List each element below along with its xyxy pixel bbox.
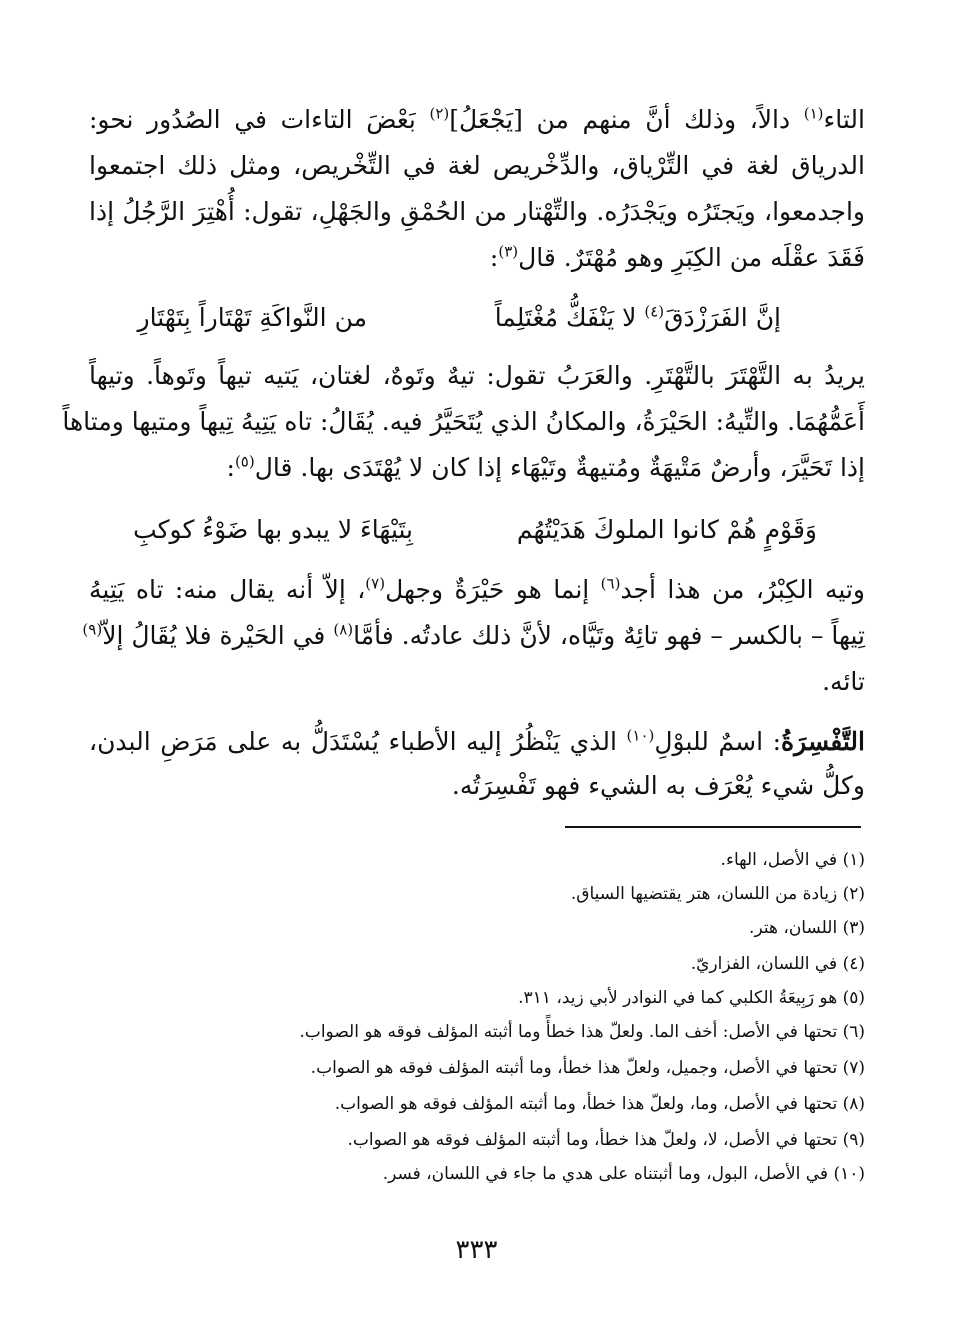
footnote-3: (٣) اللسان، هتر.: [749, 918, 865, 938]
body-line-7: [89, 448, 865, 488]
body-line-8: [89, 570, 865, 610]
body-line-4: [89, 238, 865, 278]
body-line-6: أَعَمُّهُمَا. والتِّيهُ: الحَيْرَةُ، والمكانُ الذي يُتَحَيَّرُ فيه. يُقَالُ: تاه يَتِيهُ تِيهاً ومتيها ومتاهاً: [62, 407, 865, 436]
footnote-ref: (٥): [234, 452, 255, 471]
entry-line-1: [89, 722, 865, 762]
text-run: لا يَنْفَكُّ مُغْتَلِماً: [494, 303, 645, 332]
text-run: :: [226, 453, 235, 482]
headword: التَّفْسِرَةُ: [781, 727, 865, 756]
entry-line-2: وكلُّ شيء يُعْرَف به الشيء فهو تَفْسِرَتُه.: [451, 771, 865, 800]
footnote-7: (٧) تحتها في الأصل، وجميل، ولعلّ هذا خطأ، وما أثبته المؤلف فوقه هو الصواب.: [310, 1058, 865, 1078]
footnote-4: (٤) في اللسان، الفزاريّ.: [690, 954, 865, 974]
text-run: ، إلاّ أنه يقال منه: تاه يَتِيهُ: [89, 575, 366, 604]
text-run: وتيه الكِبْرُ، من هذا أجد: [620, 575, 866, 604]
footnote-9: (٩) تحتها في الأصل، لا، ولعلّ هذا خطأ، وما أثبته المؤلف فوقه هو الصواب.: [347, 1130, 865, 1150]
body-line-10: تائه.: [822, 667, 865, 696]
body-line-2: الدرياق لغة في التِّرْياق، والدِّخْريص لغة في التِّخْريص، ومثل ذلك اجتمعوا: [89, 151, 865, 180]
footnote-ref: (٨): [333, 620, 354, 639]
footnote-ref: (٦): [600, 574, 621, 593]
text-run: الذي يَنْظُرُ إليه الأطباء يُسْتَدَلُّ به على مَرَضِ البدن،: [89, 727, 627, 756]
text-run: إذا تَحَيَّرَ، وأرضٌ مَتْيهَةٌ ومُتيهةٌ وتَيْهَاء إذا كان لا يُهْتَدَى بها. قال: [254, 453, 865, 482]
page-number: ٣٣٣: [455, 1235, 498, 1265]
footnote-5: (٥) هو رَبِيعَةُ الكلبي كما في النوادر لأبي زيد، ٣١١.: [518, 988, 865, 1008]
body-line-5: يريدُ به التَّهْتَرَ بالتَّهْتَرِ. والعَرَبُ تقول: تيهٌ وتَوهٌ، لغتان، يَتيه تيهاً وتَوهاً. وتيهاً: [89, 361, 865, 390]
footnote-1: (١) في الأصل، الهاء.: [720, 850, 865, 870]
footnote-ref: (١): [803, 104, 824, 123]
footnote-ref: (١٠): [626, 726, 655, 745]
body-line-3: واجدمعوا، ويَجتَرُه ويَجْدَرُه. والتِّهْتار من الحُمْقِ والجَهْلِ، تقول: أُهْتِرَ الرَّجُلُ إذا: [89, 197, 865, 226]
footnote-ref: (٢): [429, 104, 450, 123]
footnote-ref: (٩): [82, 620, 103, 639]
text-run: التاء: [823, 105, 865, 134]
footnote-8: (٨) تحتها في الأصل، وما، ولعلّ هذا خطأ، وما أثبته المؤلف فوقه هو الصواب.: [334, 1094, 865, 1114]
text-run: : اسمٌ للبوْلِ: [654, 727, 782, 756]
footnote-2: (٢) زيادة من اللسان، هتر يقتضيها السياق.: [570, 884, 865, 904]
body-line-9: [82, 616, 865, 656]
body-line-1: [89, 100, 865, 140]
text-run: :: [489, 243, 499, 272]
footnote-ref: (٧): [365, 574, 386, 593]
footnote-10: (١٠) في الأصل، البول، وما أثبتناه على هدي ما جاء في اللسان، فسر.: [382, 1164, 865, 1184]
footnote-6: (٦) تحتها في الأصل: أخف الما. ولعلّ هذا خطأً وما أثبته المؤلف فوقه هو الصواب.: [299, 1022, 865, 1042]
verse-2-second-hemistich: بِتَيْهَاءَ لا يبدو بها ضَوْءُ كوكبِ: [133, 515, 413, 544]
footnote-ref: (٣): [498, 242, 519, 261]
footnote-separator: [565, 826, 861, 828]
text-run: بَعْضَ التاءات في الصُدُور نحو:: [89, 105, 430, 134]
text-run: إنما هو حَيْرَةٌ وجهل: [385, 575, 601, 604]
text-run: فَقَدَ عقْلَه من الكِبَرِ وهو مُهْتَرٌ. قال: [518, 243, 865, 272]
text-run: في الحَيْرة فلا يُقَالُ إلاّ: [102, 621, 334, 650]
text-run: إنَّ الفَرَزْدَقَ: [664, 303, 781, 332]
verse-2-first-hemistich: وَقَوْمٍ هُمْ كانوا الملوكَ هَدَيْتُهُم: [516, 515, 817, 544]
text-run: تِيهاً – بالكسر – فهو تائِهٌ وتَيَّاه، لأنَّ ذلك عادتُه. فأمَّا: [353, 621, 865, 650]
verse-1-first-hemistich: [495, 298, 781, 338]
verse-1-second-hemistich: من النَّواكَةِ تَهْتَاراً بِتَهْتَارِ: [137, 303, 367, 332]
footnote-ref: (٤): [644, 302, 665, 321]
text-run: دالاً، وذلك أنَّ منهم من [يَجْعَلُ]: [449, 105, 804, 134]
